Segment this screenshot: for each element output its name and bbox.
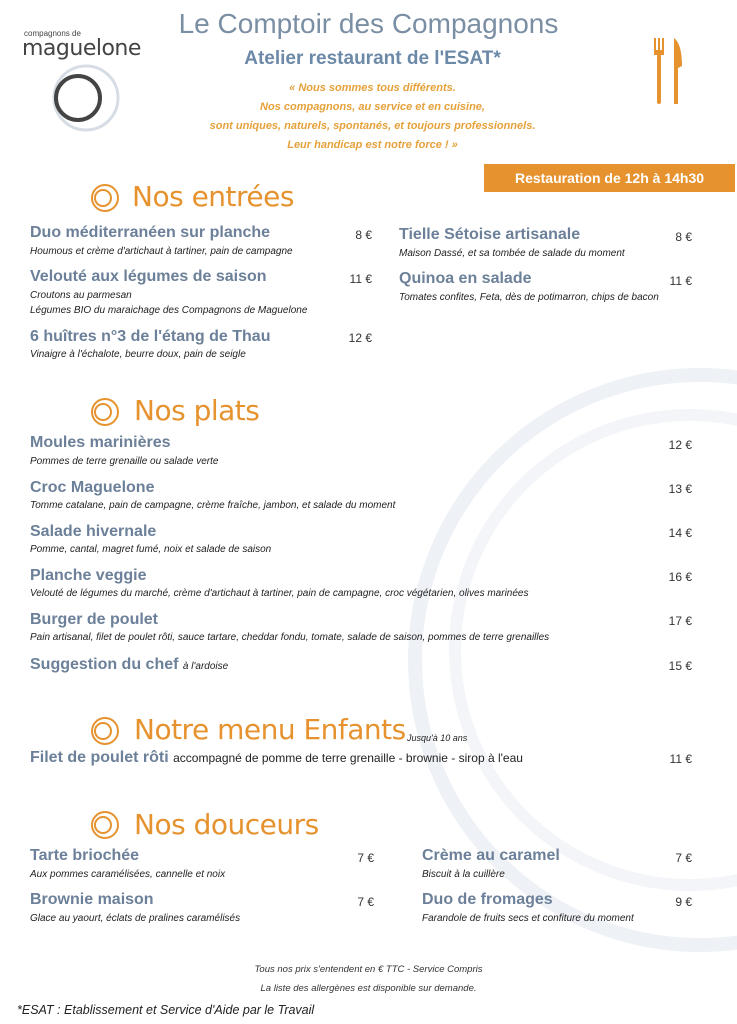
restaurant-title: Le Comptoir des Compagnons [178,8,559,39]
plat-price: 17 € [668,614,692,628]
plat-price: 14 € [668,526,692,540]
dessert-price: 7 € [357,851,374,865]
logo-circles-icon [38,62,133,132]
plat-price: 15 € [668,659,692,673]
entree-desc: Légumes BIO du maraichage des Compagnons de Maguelone [30,305,308,316]
plat-desc: Pommes de terre grenaille ou salade verte [30,456,219,467]
quote-line-4: Leur handicap est notre force ! » [287,139,458,151]
entree-desc: Maison Dassé, et sa tombée de salade du moment [399,248,625,259]
footer-allergens-note: La liste des allergènes est disponible sur demande. [260,983,477,994]
entree-desc: Houmous et crème d'artichaut à tartiner, pain de campagne [30,246,293,257]
plat-price: 12 € [668,438,692,452]
section-circle-icon [90,810,120,840]
logo-small-text: compagnons de [24,29,81,38]
kids-item [30,749,523,767]
section-title-enfants: Notre menu Enfants [134,713,406,746]
plat-desc: Pain artisanal, filet de poulet rôti, sauce tartare, cheddar fondu, tomate, salade de saison, pommes de terre grenailles [30,632,550,643]
quote-line-1: « Nous sommes tous différents. [289,82,456,94]
footer-prices-note: Tous nos prix s'entendent en € TTC - Service Compris [254,964,483,975]
section-title-plats: Nos plats [134,394,260,427]
fork-knife-icon [652,36,686,106]
plat-name: Croc Maguelone [30,479,155,496]
entree-price: 8 € [355,228,372,242]
dessert-name: Crème au caramel [422,847,560,864]
section-circle-icon [90,183,120,213]
dessert-price: 7 € [357,895,374,909]
plat-desc: Pomme, cantal, magret fumé, noix et salade de saison [30,544,272,555]
plat-desc: Tomme catalane, pain de campagne, crème fraîche, jambon, et salade du moment [30,500,396,511]
section-circle-icon [90,716,120,746]
plat-name [30,656,228,674]
kids-item-price: 11 € [669,752,692,766]
entree-desc: Croutons au parmesan [30,290,132,301]
dessert-price: 7 € [675,851,692,865]
plat-name: Burger de poulet [30,611,159,628]
entree-price: 11 € [349,272,372,286]
kids-item-desc: accompagné de pomme de terre grenaille - brownie - sirop à l'eau [173,751,523,765]
entree-price: 11 € [669,274,692,288]
entree-name: Velouté aux légumes de saison [30,268,267,285]
plat-desc: Velouté de légumes du marché, crème d'artichaut à tartiner, pain de campagne, croc végétarien, olives marinées [30,588,529,599]
plat-name: Moules marinières [30,434,171,451]
dessert-name: Brownie maison [30,891,154,908]
plat-price: 16 € [668,570,692,584]
hours-banner: Restauration de 12h à 14h30 [484,164,735,192]
kids-age-note: Jusqu'à 10 ans [407,733,468,743]
dessert-desc: Biscuit à la cuillère [422,869,505,880]
quote-line-3: sont uniques, naturels, spontanés, et toujours professionnels. [209,120,536,132]
section-title-entrees: Nos entrées [132,180,294,213]
plat-name: Planche veggie [30,567,147,584]
kids-item-name: Filet de poulet rôti [30,749,169,766]
suggestion-note: à l'ardoise [182,661,229,672]
quote-line-2: Nos compagnons, au service et en cuisine, [260,101,485,113]
dessert-desc: Aux pommes caramélisées, cannelle et noix [30,869,226,880]
entree-desc: Vinaigre à l'échalote, beurre doux, pain de seigle [30,349,246,360]
entree-name: Tielle Sétoise artisanale [399,226,581,243]
dessert-name: Tarte briochée [30,847,140,864]
logo-big-text: maguelone [22,36,141,61]
dessert-desc: Farandole de fruits secs et confiture du moment [422,913,634,924]
entree-price: 12 € [348,331,372,345]
plat-price: 13 € [668,482,692,496]
section-circle-icon [90,397,120,427]
dessert-price: 9 € [675,895,692,909]
footer-esat-definition: *ESAT : Etablissement et Service d'Aide par le Travail [17,1003,315,1017]
entree-name: 6 huîtres n°3 de l'étang de Thau [30,328,271,345]
dessert-name: Duo de fromages [422,891,553,908]
entree-name: Quinoa en salade [399,270,532,287]
entree-price: 8 € [675,230,692,244]
dessert-desc: Glace au yaourt, éclats de pralines caramélisés [30,913,241,924]
entree-desc: Tomates confites, Feta, dès de potimarron, chips de bacon [399,292,659,303]
section-title-douceurs: Nos douceurs [134,808,319,841]
plat-name: Salade hivernale [30,523,157,540]
suggestion-name: Suggestion du chef [30,656,179,673]
restaurant-subtitle: Atelier restaurant de l'ESAT* [244,48,501,69]
entree-name: Duo méditerranéen sur planche [30,224,271,241]
